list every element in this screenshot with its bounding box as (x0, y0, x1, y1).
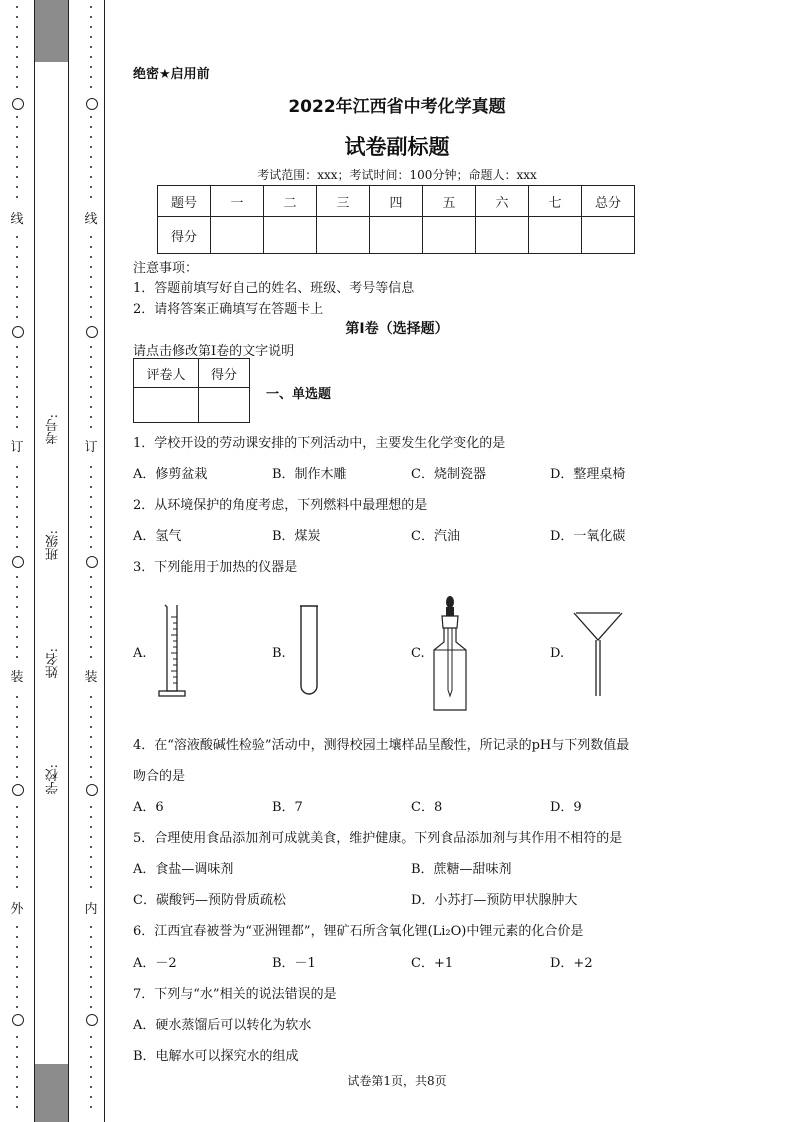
margin-dot (90, 186, 92, 188)
circle-icon (12, 1014, 24, 1026)
margin-dot (16, 56, 18, 58)
margin-dot (90, 416, 92, 418)
margin-dot (90, 966, 92, 968)
margin-dot (16, 576, 18, 578)
exam-title-text: 2022年江西省中考化学真题 (288, 97, 506, 117)
margin-dot (16, 746, 18, 748)
margin-dot (90, 1106, 92, 1108)
margin-dot (90, 386, 92, 388)
notes-item: 1．答题前填写好自己的姓名、班级、考号等信息 (133, 281, 415, 296)
margin-dot (16, 736, 18, 738)
question-stem: 5．合理使用食品添加剂可成就美食，维护健康。下列食品添加剂与其作用不相符的是 (133, 831, 623, 846)
margin-dot (16, 246, 18, 248)
margin-dot (90, 466, 92, 468)
question-option: B．蔗糖—甜味剂 (411, 862, 512, 877)
margin-dot (16, 996, 18, 998)
margin-dot (90, 706, 92, 708)
table-row (134, 359, 250, 388)
margin-dot (16, 466, 18, 468)
margin-dot (90, 576, 92, 578)
margin-dot (90, 956, 92, 958)
question-stem: 7．下列与“水”相关的说法错误的是 (133, 987, 337, 1002)
margin-dot (16, 696, 18, 698)
margin-dot (16, 76, 18, 78)
margin-dot (90, 726, 92, 728)
question-stem-cont: 吻合的是 (133, 769, 186, 784)
margin-dot (16, 366, 18, 368)
margin-dot (90, 646, 92, 648)
margin-dot (16, 1066, 18, 1068)
field-label-school: 学校: (46, 764, 61, 795)
margin-dot (16, 606, 18, 608)
exam-info (0, 166, 794, 183)
funnel-icon (572, 610, 624, 698)
grader-cell[interactable] (134, 388, 199, 423)
margin-dot (90, 856, 92, 858)
margin-dot (16, 946, 18, 948)
score-cell[interactable] (529, 217, 582, 254)
margin-dot (16, 956, 18, 958)
page-footer-text: 试卷第1页，共8页 (347, 1074, 447, 1088)
margin-dot (16, 496, 18, 498)
margin-dot (90, 806, 92, 808)
margin-dot (90, 516, 92, 518)
score-cell[interactable] (211, 217, 264, 254)
margin-mark-bind: 装 (10, 670, 24, 685)
margin-dot (90, 296, 92, 298)
score-cell[interactable] (476, 217, 529, 254)
margin-mark-inner: 内 (84, 902, 98, 917)
question-option: A．食盐—调味剂 (133, 862, 234, 877)
margin-dot (90, 836, 92, 838)
margin-dot (90, 976, 92, 978)
margin-dot (90, 376, 92, 378)
margin-dot (16, 396, 18, 398)
margin-dot (16, 776, 18, 778)
margin-dot (16, 416, 18, 418)
margin-dot (90, 936, 92, 938)
margin-dot (90, 1046, 92, 1048)
margin-dot (90, 406, 92, 408)
question-option: D．一氧化碳 (550, 529, 626, 544)
question-stem: 3．下列能用于加热的仪器是 (133, 560, 298, 575)
margin-dot (16, 756, 18, 758)
table-header-cell: 二 (264, 186, 317, 217)
margin-dot (90, 506, 92, 508)
margin-dot (16, 626, 18, 628)
margin-dot (90, 496, 92, 498)
margin-dot (90, 76, 92, 78)
margin-dot (90, 1006, 92, 1008)
margin-dot (90, 596, 92, 598)
table-header-cell: 三 (317, 186, 370, 217)
table-header-cell: 评卷人 (134, 359, 199, 388)
margin-dot (16, 826, 18, 828)
margin-dot (16, 406, 18, 408)
question-stem: 2．从环境保护的角度考虑，下列燃料中最理想的是 (133, 498, 428, 513)
margin-dot (90, 626, 92, 628)
margin-dot (16, 266, 18, 268)
margin-dot (16, 596, 18, 598)
question-option: B．－1 (272, 956, 316, 971)
margin-dot (90, 606, 92, 608)
margin-dot (16, 36, 18, 38)
circle-icon (86, 784, 98, 796)
question-stem: 1．学校开设的劳动课安排的下列活动中，主要发生化学变化的是 (133, 436, 506, 451)
margin-dot (90, 876, 92, 878)
margin-dot (16, 836, 18, 838)
margin-dot (90, 56, 92, 58)
margin-dot (90, 36, 92, 38)
margin-dot (90, 926, 92, 928)
margin-dot (16, 506, 18, 508)
test-tube-icon (296, 604, 322, 698)
margin-dot (16, 526, 18, 528)
margin-dot (90, 256, 92, 258)
margin-dot (16, 586, 18, 588)
page-footer (0, 1072, 794, 1089)
margin-dot (16, 356, 18, 358)
secret-label: 绝密★启用前 (133, 67, 210, 82)
margin-dot (16, 516, 18, 518)
margin-dot (16, 286, 18, 288)
section-title-text: 第I卷（选择题） (345, 321, 449, 337)
margin-mark-line: 线 (84, 212, 98, 227)
table-header-cell: 一 (211, 186, 264, 217)
margin-dot (16, 486, 18, 488)
margin-dot (16, 976, 18, 978)
margin-dot (16, 656, 18, 658)
question-option: A．修剪盆栽 (133, 467, 208, 482)
margin-dot (16, 806, 18, 808)
question-option: B．制作木雕 (272, 467, 347, 482)
margin-dot (90, 396, 92, 398)
question-option: C．碳酸钙—预防骨质疏松 (133, 893, 286, 908)
margin-dot (16, 476, 18, 478)
margin-dot (90, 306, 92, 308)
question-option: B．7 (272, 800, 303, 815)
score-table (157, 185, 635, 254)
question-option: A．硬水蒸馏后可以转化为软水 (133, 1018, 312, 1033)
margin-dot (16, 966, 18, 968)
margin-dot (90, 616, 92, 618)
margin-dot (90, 26, 92, 28)
margin-dot (90, 236, 92, 238)
margin-dot (16, 986, 18, 988)
question-option: B．电解水可以探究水的组成 (133, 1049, 299, 1064)
question-option: C．8 (411, 800, 443, 815)
question-option: A．6 (133, 800, 164, 815)
margin-dot (16, 236, 18, 238)
margin-dot (90, 1056, 92, 1058)
margin-dot (90, 746, 92, 748)
margin-dot (90, 1066, 92, 1068)
score-cell[interactable] (370, 217, 423, 254)
exam-subtitle-text: 试卷副标题 (344, 135, 450, 159)
margin-dot (90, 826, 92, 828)
margin-dot (90, 656, 92, 658)
margin-dot (16, 616, 18, 618)
question-option: D．小苏打—预防甲状腺肿大 (411, 893, 578, 908)
question-stem: 4．在“溶液酸碱性检验”活动中，测得校园土壤样品呈酸性，所记录的pH与下列数值最 (133, 738, 630, 753)
margin-dot (16, 866, 18, 868)
exam-subtitle (0, 131, 794, 161)
margin-dot (16, 256, 18, 258)
margin-dot (16, 1006, 18, 1008)
table-header-cell: 七 (529, 186, 582, 217)
margin-dot (16, 886, 18, 888)
notes-item: 2．请将答案正确填写在答题卡上 (133, 302, 324, 317)
margin-dot (16, 1096, 18, 1098)
question-option: C．烧制瓷器 (411, 467, 486, 482)
question-option: A．氢气 (133, 529, 182, 544)
margin-dot (16, 766, 18, 768)
margin-dot (90, 66, 92, 68)
margin-dot (16, 936, 18, 938)
margin-gray-top (34, 0, 68, 62)
field-label-exam-no: 考号: (46, 414, 61, 445)
margin-dot (16, 306, 18, 308)
circle-icon (86, 1014, 98, 1026)
margin-dot (90, 246, 92, 248)
margin-dot (16, 86, 18, 88)
question-option: A. (133, 646, 147, 661)
field-label-class: 班级: (46, 530, 61, 561)
margin-dot (90, 266, 92, 268)
table-row (134, 388, 250, 423)
margin-dot (90, 6, 92, 8)
margin-dot (90, 756, 92, 758)
table-header-cell: 得分 (199, 359, 250, 388)
margin-dot (16, 186, 18, 188)
margin-dot (90, 346, 92, 348)
score-cell[interactable] (317, 217, 370, 254)
table-row (158, 217, 635, 254)
score-cell[interactable] (264, 217, 317, 254)
margin-dot (90, 356, 92, 358)
question-option: B. (272, 646, 286, 661)
margin-dot (16, 16, 18, 18)
margin-dot (16, 426, 18, 428)
table-header-cell: 六 (476, 186, 529, 217)
margin-dot (90, 846, 92, 848)
graduated-cylinder-icon (155, 603, 191, 699)
section-title (0, 318, 794, 338)
margin-dot (16, 196, 18, 198)
margin-dot (16, 26, 18, 28)
dropper-bottle-icon (430, 594, 470, 712)
margin-dot (90, 636, 92, 638)
margin-dot (16, 1046, 18, 1048)
margin-dot (16, 536, 18, 538)
margin-dot (16, 66, 18, 68)
question-option: D．9 (550, 800, 582, 815)
margin-dot (90, 766, 92, 768)
grader-table (133, 358, 250, 423)
margin-dot (90, 886, 92, 888)
question-option: A．－2 (133, 956, 177, 971)
margin-dot (90, 736, 92, 738)
margin-dot (90, 276, 92, 278)
margin-dot (16, 6, 18, 8)
margin-dot (16, 876, 18, 878)
margin-dot (90, 866, 92, 868)
margin-dot (16, 856, 18, 858)
margin-dot (16, 386, 18, 388)
margin-dot (90, 486, 92, 488)
question-option: D. (550, 646, 565, 661)
question-option: C．汽油 (411, 529, 460, 544)
margin-dot (16, 716, 18, 718)
margin-dot (90, 716, 92, 718)
margin-mark-line: 线 (10, 212, 24, 227)
table-header-cell: 五 (423, 186, 476, 217)
margin-dot (90, 546, 92, 548)
margin-dot (90, 776, 92, 778)
margin-dot (16, 636, 18, 638)
margin-dot (16, 846, 18, 848)
margin-dot (16, 1056, 18, 1058)
margin-dot (16, 546, 18, 548)
margin-dot (90, 126, 92, 128)
margin-mark-order: 订 (84, 440, 98, 455)
question-option: D．+2 (550, 956, 593, 971)
section-desc: 请点击修改第I卷的文字说明 (133, 344, 295, 359)
margin-dot (90, 526, 92, 528)
margin-dot (90, 366, 92, 368)
table-header-cell: 四 (370, 186, 423, 217)
margin-dot (16, 1106, 18, 1108)
margin-mark-outer: 外 (10, 902, 24, 917)
margin-mark-order: 订 (10, 440, 24, 455)
circle-icon (12, 784, 24, 796)
margin-dot (16, 346, 18, 348)
table-row (158, 186, 635, 217)
margin-dot (16, 816, 18, 818)
score-cell[interactable] (582, 217, 635, 254)
margin-dot (16, 646, 18, 648)
margin-dot (90, 1036, 92, 1038)
margin-mark-bind: 装 (84, 670, 98, 685)
table-header-cell: 题号 (158, 186, 211, 217)
margin-dot (90, 16, 92, 18)
margin-dot (16, 1036, 18, 1038)
circle-icon (12, 556, 24, 568)
question-option: B．煤炭 (272, 529, 321, 544)
table-header-cell: 总分 (582, 186, 635, 217)
margin-dot (90, 996, 92, 998)
margin-dot (16, 276, 18, 278)
part-title: 一、单选题 (266, 387, 332, 402)
question-option: C. (411, 646, 425, 661)
table-row-label: 得分 (158, 217, 211, 254)
margin-dot (16, 296, 18, 298)
margin-dot (16, 706, 18, 708)
margin-dot (90, 816, 92, 818)
margin-dot (90, 286, 92, 288)
margin-dot (90, 46, 92, 48)
margin-dot (16, 376, 18, 378)
exam-info-text: 考试范围：xxx；考试时间：100分钟；命题人：xxx (257, 168, 537, 182)
question-option: D．整理桌椅 (550, 467, 626, 482)
margin-dot (16, 46, 18, 48)
margin-dot (90, 1096, 92, 1098)
exam-title (0, 92, 794, 117)
margin-dot (16, 726, 18, 728)
margin-dot (90, 986, 92, 988)
margin-dot (90, 196, 92, 198)
margin-dot (90, 536, 92, 538)
grader-cell[interactable] (199, 388, 250, 423)
margin-dot (90, 86, 92, 88)
margin-dot (90, 946, 92, 948)
question-option: C．+1 (411, 956, 454, 971)
circle-icon (86, 556, 98, 568)
margin-dot (90, 696, 92, 698)
notes-heading: 注意事项： (133, 261, 199, 276)
margin-dot (16, 126, 18, 128)
score-cell[interactable] (423, 217, 476, 254)
margin-dot (90, 586, 92, 588)
margin-dot (90, 476, 92, 478)
field-label-name: 姓名: (46, 648, 61, 679)
question-stem: 6．江西宜春被誉为“亚洲锂都”，锂矿石所含氧化锂(Li₂O)中锂元素的化合价是 (133, 924, 584, 939)
margin-dot (90, 426, 92, 428)
margin-dot (16, 926, 18, 928)
